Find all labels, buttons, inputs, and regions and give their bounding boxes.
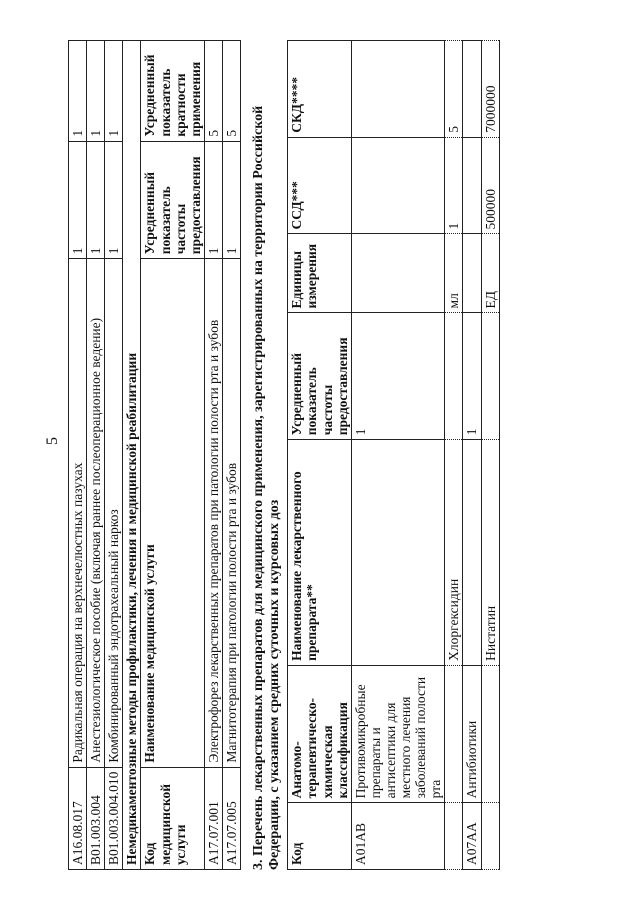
- freq-value: [481, 313, 499, 440]
- service-name: Электрофорез лекарственных препаратов при патологии полости рта и зубов: [204, 259, 222, 767]
- header-code: Код медицинской услуги: [141, 767, 204, 869]
- skd-value: [463, 41, 481, 138]
- service-code: A17.07.005: [222, 767, 240, 869]
- table-row: [69, 41, 87, 870]
- header-row: [288, 41, 351, 870]
- table-row: [481, 41, 499, 870]
- freq-value: 1: [204, 141, 222, 259]
- skd-value: 5: [445, 41, 463, 138]
- ssd-value: 1: [445, 137, 463, 234]
- table-row: [204, 41, 222, 870]
- service-code: A16.08.017: [69, 767, 87, 869]
- table-row: [105, 41, 123, 870]
- header-drug: Наименование лекарственного препарата**: [288, 440, 351, 666]
- mult-value: 1: [87, 41, 105, 142]
- table-row: [222, 41, 240, 870]
- service-name: Анестезиологическое пособие (включая раннее послеоперационное ведение): [87, 259, 105, 767]
- mult-value: 1: [69, 41, 87, 142]
- table-row: [463, 41, 481, 870]
- drug-name: [463, 440, 481, 666]
- atc-name: Противомикробные препараты и антисептики для местного лечения заболеваний полости рта: [351, 665, 445, 803]
- freq-value: 1: [351, 313, 445, 440]
- services-table: [68, 40, 241, 870]
- unit-value: [351, 234, 445, 313]
- ssd-value: 500000: [481, 137, 499, 234]
- unit-value: ЕД: [481, 234, 499, 313]
- table-row: [87, 41, 105, 870]
- service-code: B01.003.004.010: [105, 767, 123, 869]
- table-row: [351, 41, 445, 870]
- ssd-value: [351, 137, 445, 234]
- freq-value: 1: [105, 141, 123, 259]
- header-freq: Усредненный показатель частоты предоставления: [141, 141, 204, 259]
- mult-value: 1: [105, 41, 123, 142]
- header-skd: СКД****: [288, 41, 351, 138]
- atc-code: A01AB: [351, 803, 445, 870]
- atc-code: [481, 803, 499, 870]
- freq-value: 1: [222, 141, 240, 259]
- atc-code: A07AA: [463, 803, 481, 870]
- service-code: B01.003.004: [87, 767, 105, 869]
- header-mult: Усредненный показатель кратности применения: [141, 41, 204, 142]
- skd-value: 7000000: [481, 41, 499, 138]
- table-row: [445, 41, 463, 870]
- drug-name: Нистатин: [481, 440, 499, 666]
- ssd-value: [463, 137, 481, 234]
- freq-value: 1: [87, 141, 105, 259]
- section-3-title: 3. Перечень лекарственных препаратов для медицинского применения, зарегистрированных на территории Российской Федерации, с указанием средних суточных и курсовых доз: [251, 105, 283, 870]
- atc-code: [445, 803, 463, 870]
- skd-value: [351, 41, 445, 138]
- drugs-table: [287, 40, 499, 870]
- page-number: 5: [44, 437, 61, 445]
- section-heading: Немедикаментозные методы профилактики, лечения и медицинской реабилитации: [123, 41, 141, 870]
- header-unit: Единицы измерения: [288, 234, 351, 313]
- service-name: Комбинированный эндотрахеальный наркоз: [105, 259, 123, 767]
- header-atc: Анатомо-терапевтическо-химическая классификация: [288, 665, 351, 803]
- atc-name: Антибиотики: [463, 665, 481, 803]
- rotated-document-page: [68, 40, 573, 870]
- header-freq: Усредненный показатель частоты предоставления: [288, 313, 351, 440]
- header-name: Наименование медицинской услуги: [141, 259, 204, 767]
- section-heading-row: [123, 41, 141, 870]
- unit-value: [463, 234, 481, 313]
- header-row: [141, 41, 204, 870]
- drug-name: [351, 440, 445, 666]
- atc-name: [445, 665, 463, 803]
- service-name: Магнитотерапия при патологии полости рта и зубов: [222, 259, 240, 767]
- header-ssd: ССД***: [288, 137, 351, 234]
- header-code: Код: [288, 803, 351, 870]
- atc-name: [481, 665, 499, 803]
- mult-value: 5: [222, 41, 240, 142]
- drug-name: Хлоргексидин: [445, 440, 463, 666]
- service-code: A17.07.001: [204, 767, 222, 869]
- unit-value: мл: [445, 234, 463, 313]
- freq-value: [445, 313, 463, 440]
- freq-value: 1: [69, 141, 87, 259]
- freq-value: 1: [463, 313, 481, 440]
- service-name: Радикальная операция на верхнечелюстных пазухах: [69, 259, 87, 767]
- mult-value: 5: [204, 41, 222, 142]
